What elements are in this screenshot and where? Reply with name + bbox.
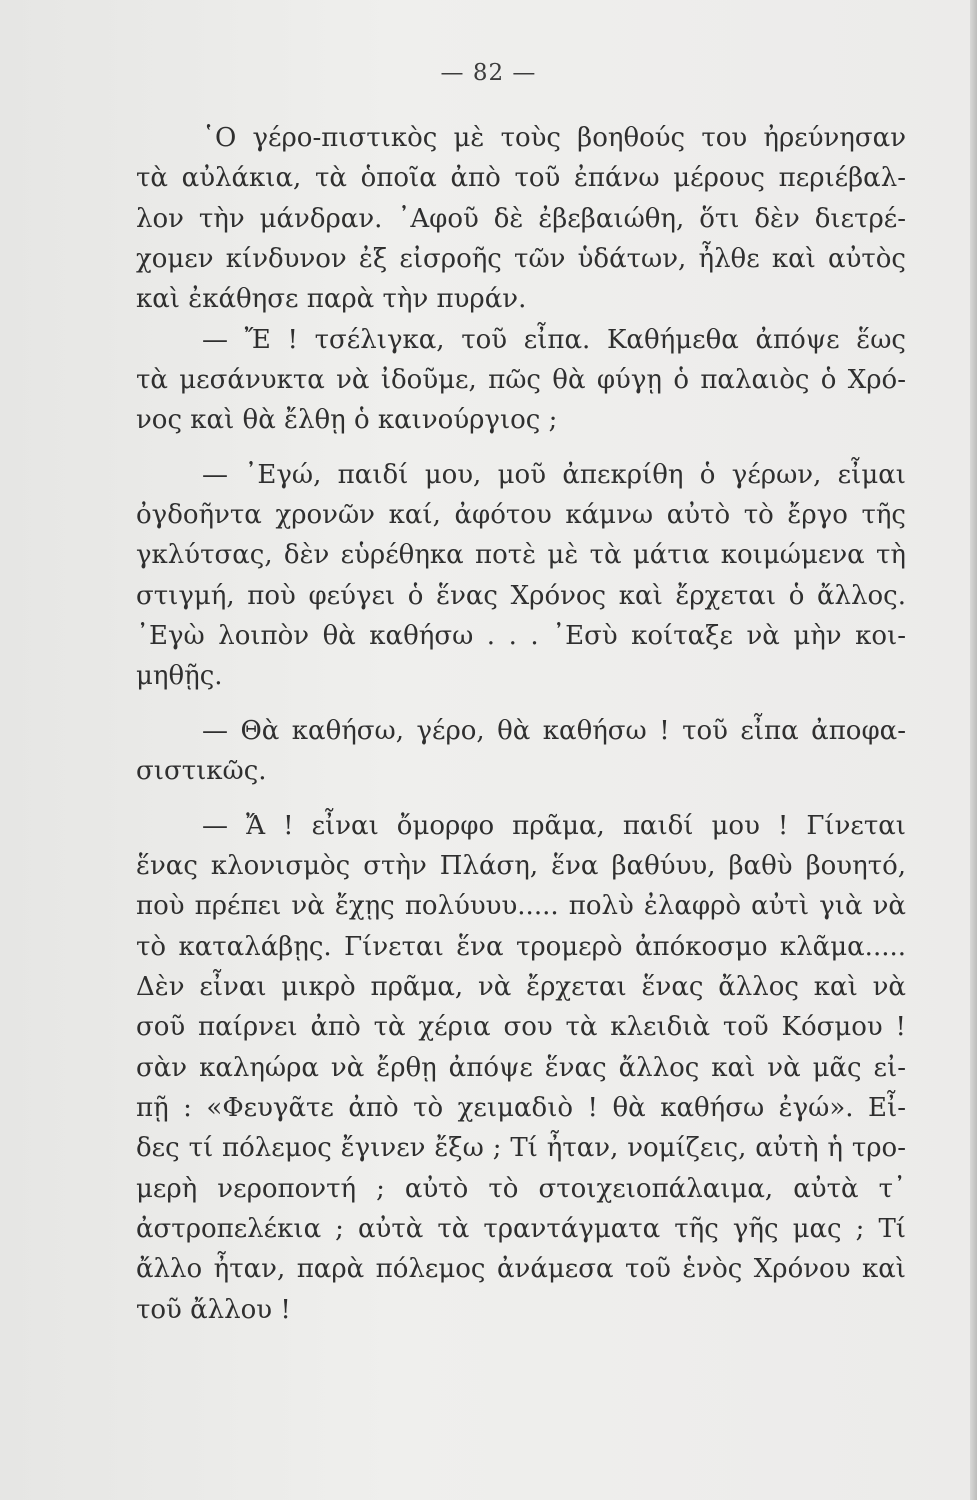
text-line: σὰν καληώρα νὰ ἔρθῃ ἀπόψε ἕνας ἄλλος καὶ νὰ μᾶς εἰ- [136, 1052, 906, 1083]
text-line: στιγμή, ποὺ φεύγει ὁ ἕνας Χρόνος καὶ ἔρχεται ὁ ἄλλος. [136, 580, 906, 611]
text-line: — Ἄ ! εἶναι ὄμορφο πρᾶμα, παιδί μου ! Γίνεται [202, 810, 906, 841]
text-line: ποὺ πρέπει νὰ ἔχῃς πολύυυυ..... πολὺ ἐλαφρὸ αὐτὶ γιὰ νὰ [136, 891, 906, 922]
text-line: δες τί πόλεμος ἔγινεν ἔξω ; Τί ἦταν, νομίζεις, αὐτὴ ἡ τρο- [136, 1133, 906, 1164]
paragraph [136, 455, 906, 697]
text-line: πῇ : «Φευγᾶτε ἀπὸ τὸ χειμαδιὸ ! θὰ καθήσω ἐγώ». Εἶ- [136, 1092, 906, 1123]
page-number: — 82 — [440, 60, 537, 86]
text-line: τὸ καταλάβῃς. Γίνεται ἕνα τρομερὸ ἀπόκοσμο κλᾶμα..... [136, 931, 906, 962]
paragraph [136, 320, 906, 441]
paragraph [136, 711, 906, 792]
text-line: Δὲν εἶναι μικρὸ πρᾶμα, νὰ ἔρχεται ἕνας ἄλλος καὶ νὰ [136, 971, 906, 1002]
text-line: ἀστροπελέκια ; αὐτὰ τὰ τραντάγματα τῆς γῆς μας ; Τί [136, 1213, 906, 1244]
text-line: ᾿Εγὼ λοιπὸν θὰ καθήσω . . . ᾿Εσὺ κοίταξε νὰ μὴν κοι- [136, 621, 906, 652]
paragraph [136, 118, 906, 320]
text-line: ὀγδοῆντα χρονῶν καί, ἀφότου κάμνω αὐτὸ τὸ ἔργο τῆς [136, 500, 906, 531]
text-line: — Ἔ ! τσέλιγκα, τοῦ εἶπα. Καθήμεθα ἀπόψε ἕως [202, 324, 906, 355]
text-line: γκλύτσας, δὲν εὑρέθηκα ποτὲ μὲ τὰ μάτια κοιμώμενα τὴ [136, 540, 906, 571]
paragraph [136, 806, 906, 1330]
text-line: καὶ ἐκάθησε παρὰ τὴν πυράν. [136, 284, 527, 315]
text-line: μερὴ νεροποντή ; αὐτὸ τὸ στοιχειοπάλαιμα, αὐτὰ τ᾿ [136, 1173, 906, 1204]
text-line: τὰ αὐλάκια, τὰ ὁποῖα ἀπὸ τοῦ ἐπάνω μέρους περιέβαλ- [136, 163, 906, 194]
text-line: σιστικῶς. [136, 756, 267, 787]
text-line: σοῦ παίρνει ἀπὸ τὰ χέρια σου τὰ κλειδιὰ τοῦ Κόσμου ! [136, 1012, 906, 1043]
text-line: ἕνας κλονισμὸς στὴν Πλάση, ἕνα βαθύυυ, βαθὺ βουητό, [136, 850, 906, 881]
text-line: ἄλλο ἦταν, παρὰ πόλεμος ἀνάμεσα τοῦ ἑνὸς Χρόνου καὶ [136, 1254, 906, 1285]
text-line: ῾Ο γέρο-πιστικὸς μὲ τοὺς βοηθούς του ἠρεύνησαν [202, 123, 906, 153]
page-edge-shadow [970, 0, 977, 1500]
text-line: — ᾿Εγώ, παιδί μου, μοῦ ἀπεκρίθη ὁ γέρων, εἶμαι [202, 459, 906, 490]
text-line: χομεν κίνδυνον ἐξ εἰσροῆς τῶν ὑδάτων, ἦλθε καὶ αὐτὸς [136, 244, 906, 275]
text-line: μηθῇς. [136, 661, 223, 692]
text-line: — Θὰ καθήσω, γέρο, θὰ καθήσω ! τοῦ εἶπα ἀποφα- [202, 715, 906, 746]
text-line: λον τὴν μάνδραν. ᾿Αφοῦ δὲ ἐβεβαιώθη, ὅτι δὲν διετρέ- [136, 203, 906, 234]
text-line: τὰ μεσάνυκτα νὰ ἰδοῦμε, πῶς θὰ φύγῃ ὁ παλαιὸς ὁ Χρό- [136, 365, 906, 396]
text-line: νος καὶ θὰ ἔλθῃ ὁ καινούργιος ; [136, 405, 558, 436]
body-text [136, 118, 906, 1330]
text-line: τοῦ ἄλλου ! [136, 1294, 291, 1325]
